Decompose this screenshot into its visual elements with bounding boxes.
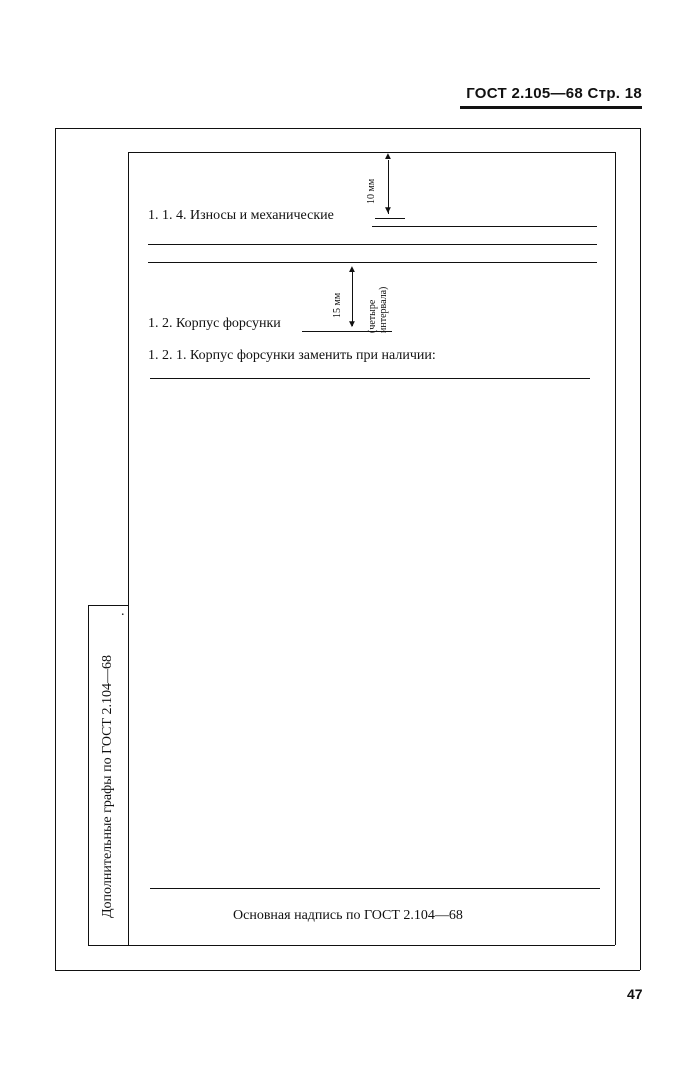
header-rule	[460, 106, 642, 109]
dim-10mm-label: 10 мм	[366, 178, 377, 204]
inner-frame-left	[128, 152, 129, 945]
item-1-2-underline	[302, 331, 392, 332]
side-box-label: Дополнительные графы по ГОСТ 2.104—68	[100, 655, 115, 918]
dim-15mm-line	[352, 272, 353, 326]
dim-15mm-arrow-down: ▼	[347, 319, 357, 330]
dim-10mm-arrow-up: ▲	[383, 151, 393, 162]
outer-frame-right	[640, 128, 641, 970]
page-number: 47	[627, 986, 643, 1002]
side-box-left	[88, 605, 89, 945]
inner-frame-top	[128, 152, 615, 153]
outer-frame-top	[55, 128, 640, 129]
dim-15mm-label: 15 мм	[332, 292, 343, 318]
dim-top-tick	[375, 218, 405, 219]
footer-rule	[150, 888, 600, 889]
outer-frame-bottom	[55, 970, 640, 971]
item-1-1-4: 1. 1. 4. Износы и механические	[148, 208, 334, 223]
item-1-2-1: 1. 2. 1. Корпус форсунки заменить при наличии:	[148, 348, 436, 363]
dim-15mm-note: (четыре интервала)	[367, 286, 389, 333]
dim-10mm-arrow-down: ▼	[383, 205, 393, 216]
rule-1	[148, 244, 597, 245]
outer-frame-left	[55, 128, 56, 970]
inner-frame-right	[615, 152, 616, 945]
page-header: ГОСТ 2.105—68 Стр. 18	[466, 85, 642, 102]
item-1-2: 1. 2. Корпус форсунки	[148, 316, 281, 331]
item-1-2-1-underline	[150, 378, 590, 379]
dim-15mm-arrow-up: ▲	[347, 264, 357, 275]
footer-label: Основная надпись по ГОСТ 2.104—68	[233, 908, 463, 923]
side-box-dot: .	[121, 604, 125, 619]
item-1-1-4-underline	[372, 226, 597, 227]
inner-frame-bottom	[88, 945, 615, 946]
